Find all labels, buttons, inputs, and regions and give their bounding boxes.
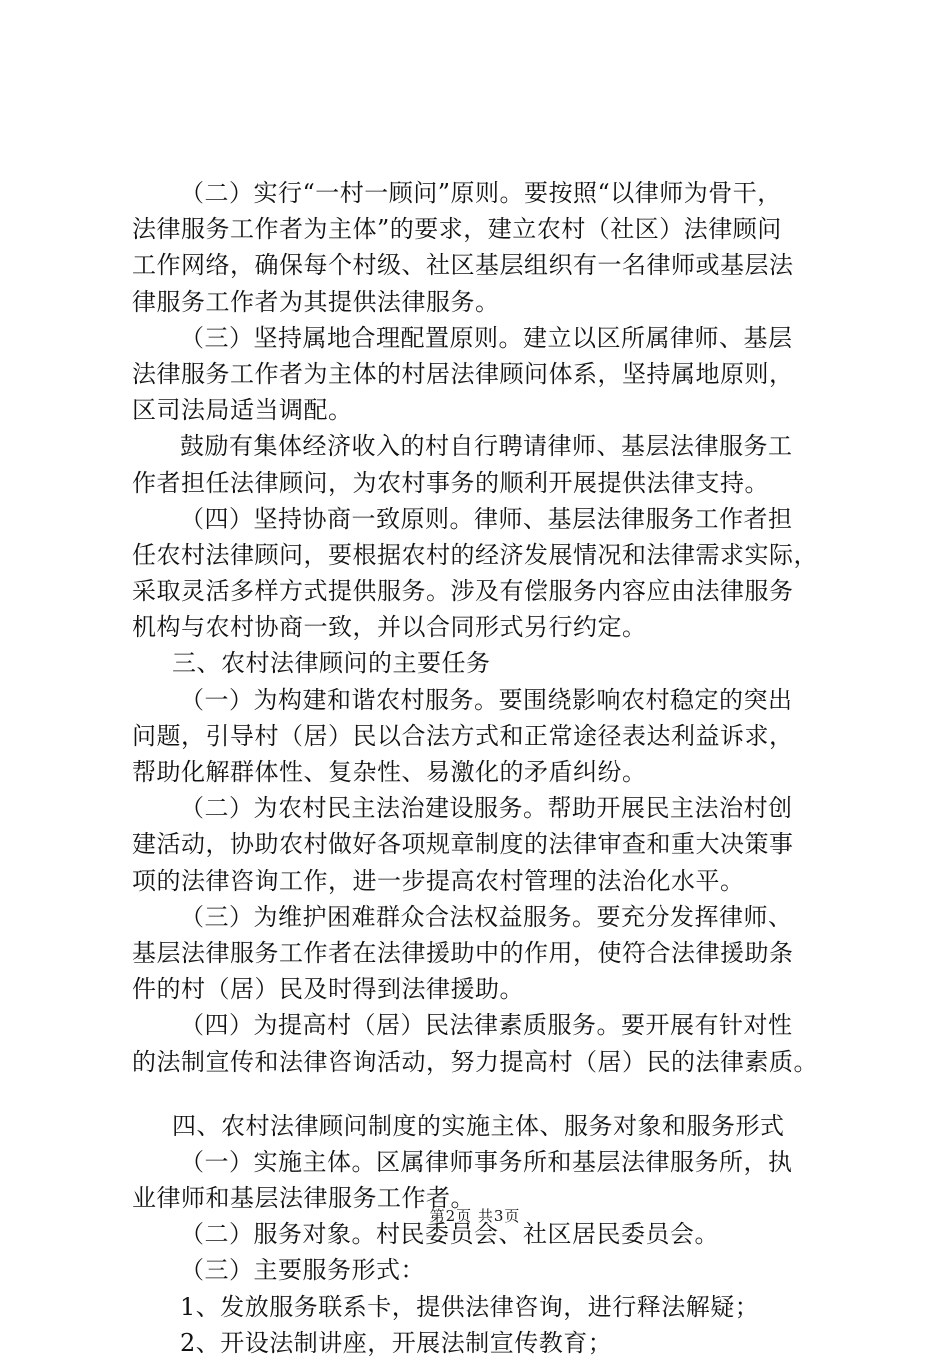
paragraph-line: 件的村（居）民及时得到法律援助。 — [132, 975, 524, 1004]
paragraph-line: 区司法局适当调配。 — [132, 396, 353, 425]
section-heading: 三、农村法律顾问的主要任务 — [172, 649, 491, 678]
paragraph-line: 鼓励有集体经济收入的村自行聘请律师、基层法律服务工 — [180, 432, 793, 461]
paragraph-line: 机构与农村协商一致，并以合同形式另行约定。 — [132, 613, 647, 642]
paragraph-line: 问题，引导村（居）民以合法方式和正常途径表达利益诉求， — [132, 721, 794, 750]
paragraph-line: （三）主要服务形式： — [180, 1256, 425, 1285]
paragraph-line: 业律师和基层法律服务工作者。 — [132, 1184, 475, 1213]
paragraph-line: 的法制宣传和法律咨询活动，努力提高村（居）民的法律素质。 — [132, 1047, 818, 1076]
paragraph-line: （二）实行“一村一顾问”原则。要按照“以律师为骨干， — [180, 179, 782, 207]
paragraph-line: 作者担任法律顾问，为农村事务的顺利开展提供法律支持。 — [132, 468, 769, 497]
list-item: 2、开设法制讲座，开展法制宣传教育； — [180, 1328, 613, 1357]
paragraph-line: 律服务工作者为其提供法律服务。 — [132, 287, 500, 316]
paragraph-line: （三）坚持属地合理配置原则。建立以区所属律师、基层 — [180, 323, 793, 352]
paragraph-line: （一）为构建和谐农村服务。要围绕影响农村稳定的突出 — [180, 685, 793, 714]
paragraph-line: 工作网络，确保每个村级、社区基层组织有一名律师或基层法 — [132, 251, 794, 280]
section-heading: 四、农村法律顾问制度的实施主体、服务对象和服务形式 — [172, 1111, 785, 1140]
paragraph-line: （四）为提高村（居）民法律素质服务。要开展有针对性 — [180, 1011, 793, 1040]
paragraph-line: 基层法律服务工作者在法律援助中的作用，使符合法律援助条 — [132, 938, 794, 967]
paragraph-gap — [132, 1080, 852, 1108]
paragraph-line: 项的法律咨询工作，进一步提高农村管理的法治化水平。 — [132, 866, 745, 895]
paragraph-line: 法律服务工作者为主体”的要求，建立农村（社区）法律顾问 — [132, 215, 782, 244]
paragraph-line: 采取灵活多样方式提供服务。涉及有偿服务内容应由法律服务 — [132, 577, 794, 606]
paragraph-line: （一）实施主体。区属律师事务所和基层法律服务所，执 — [180, 1147, 793, 1176]
paragraph-line: （二）服务对象。村民委员会、社区居民委员会。 — [180, 1220, 719, 1249]
document-body — [132, 175, 852, 1361]
paragraph-line: （四）坚持协商一致原则。律师、基层法律服务工作者担 — [180, 504, 793, 533]
paragraph-line: （二）为农村民主法治建设服务。帮助开展民主法治村创 — [180, 794, 793, 823]
paragraph-line: 任农村法律顾问，要根据农村的经济发展情况和法律需求实际， — [132, 540, 818, 569]
paragraph-line: 建活动，协助农村做好各项规章制度的法律审查和重大决策事 — [132, 830, 794, 859]
list-item: 1、发放服务联系卡，提供法律咨询，进行释法解疑； — [180, 1292, 760, 1321]
paragraph-line: （三）为维护困难群众合法权益服务。要充分发挥律师、 — [180, 902, 793, 931]
paragraph-line: 法律服务工作者为主体的村居法律顾问体系，坚持属地原则， — [132, 359, 794, 388]
page-number-footer: 第2页 共3页 — [429, 1207, 521, 1225]
paragraph-line: 帮助化解群体性、复杂性、易激化的矛盾纠纷。 — [132, 758, 647, 786]
